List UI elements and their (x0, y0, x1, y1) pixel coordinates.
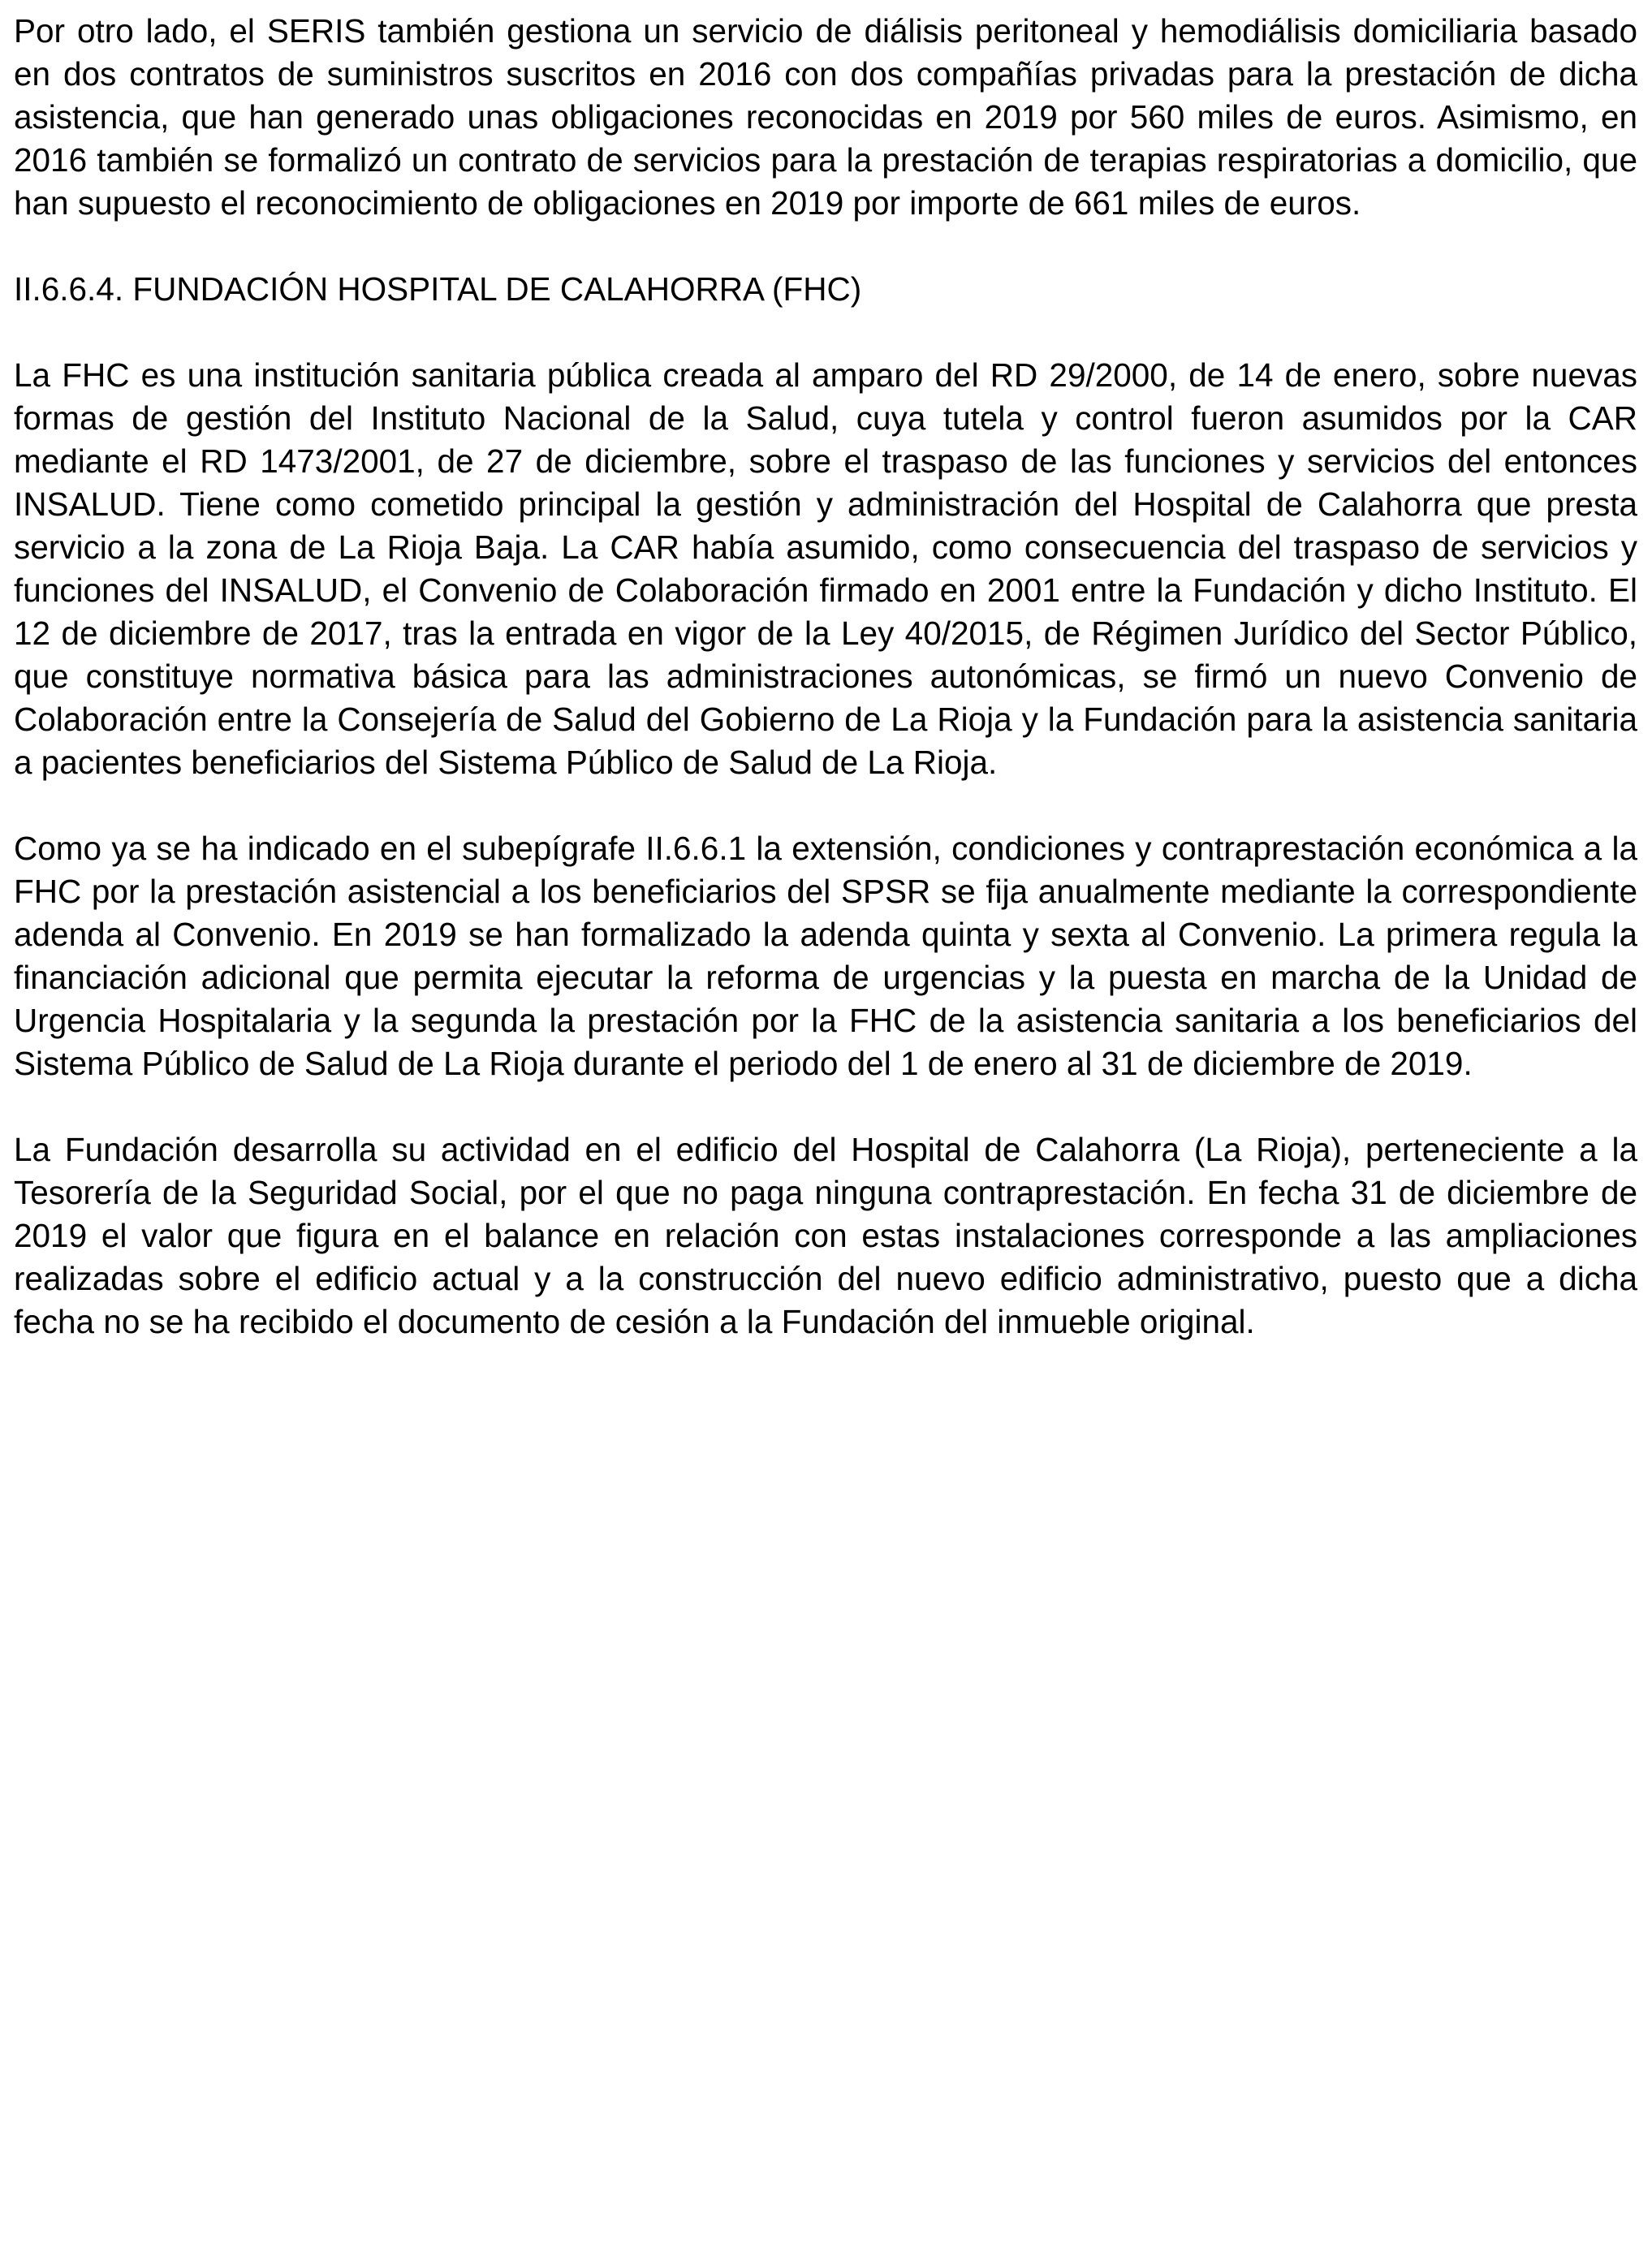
paragraph-fhc-building: La Fundación desarrolla su actividad en el edificio del Hospital de Calahorra (La Rioja), perteneciente a la Tesorería de la Seguridad Social, por el que no paga ninguna contraprestación. En fecha 31 de diciembre de 2019 el valor que figura en el balance en relación con estas instalaciones corresponde a las ampliaciones realizadas sobre el edificio actual y a la construcción del nuevo edificio administrativo, puesto que a dicha fecha no se ha recibido el documento de cesión a la Fundación del inmueble original. (14, 1131, 1637, 1340)
section-heading: II.6.6.4. FUNDACIÓN HOSPITAL DE CALAHORRA (FHC) (14, 270, 862, 308)
paragraph-spacer (14, 1085, 1637, 1128)
paragraph-spacer (14, 311, 1637, 354)
document-page (14, 10, 1637, 1343)
paragraph-spacer (14, 784, 1637, 827)
paragraph-fhc-overview: La FHC es una institución sanitaria pública creada al amparo del RD 29/2000, de 14 de enero, sobre nuevas formas de gestión del Instituto Nacional de la Salud, cuya tutela y control fueron asumidos por la CAR mediante el RD 1473/2001, de 27 de diciembre, sobre el traspaso de las funciones y servicios del entonces INSALUD. Tiene como cometido principal la gestión y administración del Hospital de Calahorra que presta servicio a la zona de La Rioja Baja. La CAR había asumido, como consecuencia del traspaso de servicios y funciones del INSALUD, el Convenio de Colaboración firmado en 2001 entre la Fundación y dicho Instituto. El 12 de diciembre de 2017, tras la entrada en vigor de la Ley 40/2015, de Régimen Jurídico del Sector Público, que constituye normativa básica para las administraciones autonómicas, se firmó un nuevo Convenio de Colaboración entre la Consejería de Salud del Gobierno de La Rioja y la Fundación para la asistencia sanitaria a pacientes beneficiarios del Sistema Público de Salud de La Rioja. (14, 356, 1637, 781)
paragraph-dialysis-services: Por otro lado, el SERIS también gestiona un servicio de diálisis peritoneal y hemodiálisis domiciliaria basado en dos contratos de suministros suscritos en 2016 con dos compañías privadas para la prestación de dicha asistencia, que han generado unas obligaciones reconocidas en 2019 por 560 miles de euros. Asimismo, en 2016 también se formalizó un contrato de servicios para la prestación de terapias respiratorias a domicilio, que han supuesto el reconocimiento de obligaciones en 2019 por importe de 661 miles de euros. (14, 12, 1637, 222)
paragraph-spacer (14, 225, 1637, 268)
paragraph-fhc-addenda: Como ya se ha indicado en el subepígrafe II.6.6.1 la extensión, condiciones y contraprestación económica a la FHC por la prestación asistencial a los beneficiarios del SPSR se fija anualmente mediante la correspondiente adenda al Convenio. En 2019 se han formalizado la adenda quinta y sexta al Convenio. La primera regula la financiación adicional que permita ejecutar la reforma de urgencias y la puesta en marcha de la Unidad de Urgencia Hospitalaria y la segunda la prestación por la FHC de la asistencia sanitaria a los beneficiarios del Sistema Público de Salud de La Rioja durante el periodo del 1 de enero al 31 de diciembre de 2019. (14, 830, 1637, 1082)
